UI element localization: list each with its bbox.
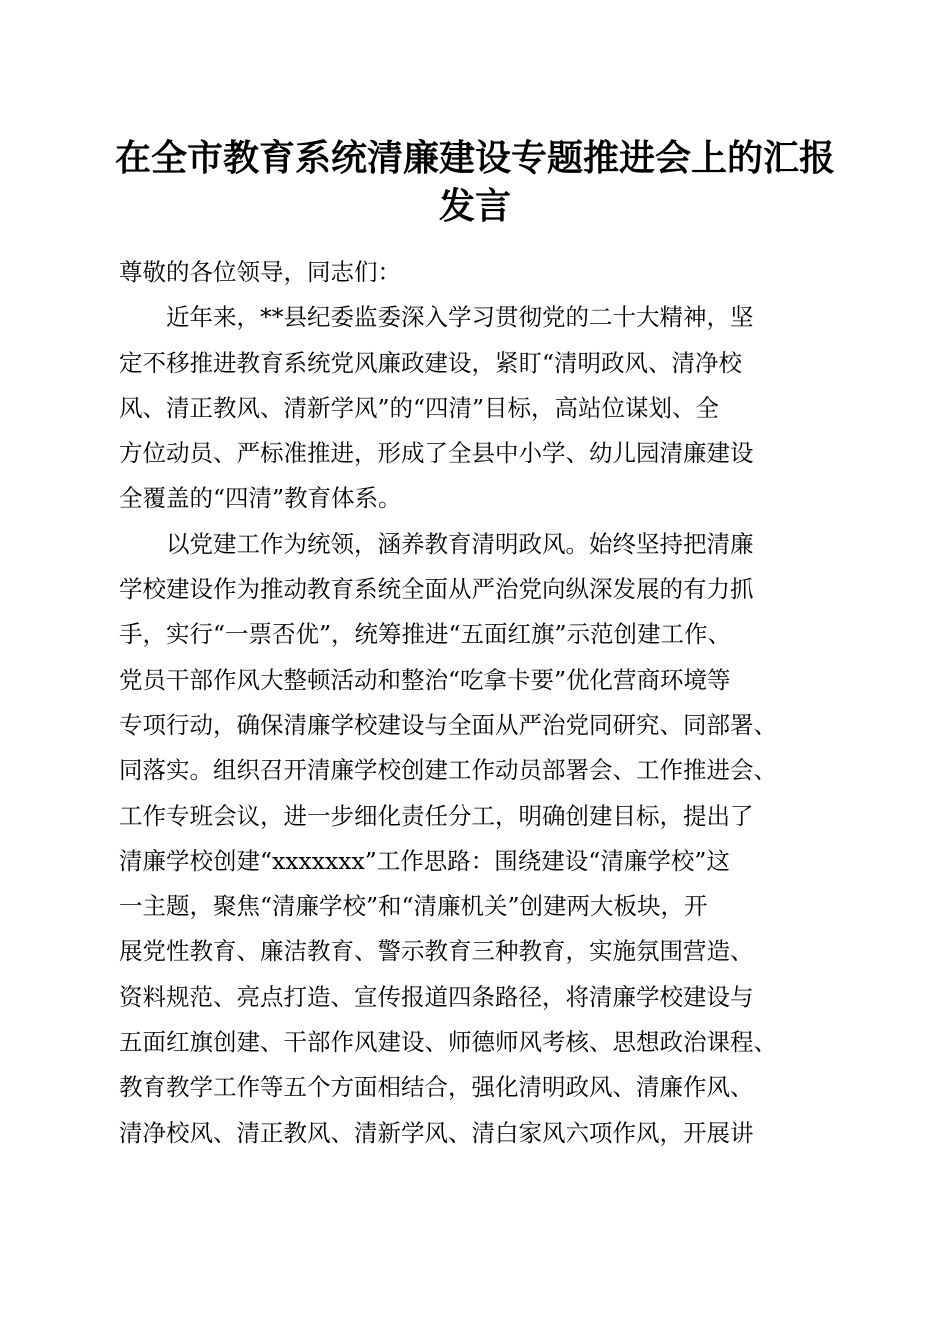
paragraph-line: 清净校风、清正教风、清新学风、清白家风六项作风，开展讲 — [119, 1118, 754, 1147]
document-body — [119, 250, 839, 1156]
paragraph-line: 全覆盖的“四清”教育体系。 — [119, 484, 402, 513]
salutation: 尊敬的各位领导，同志们： — [119, 258, 401, 286]
paragraph-line: 学校建设作为推动教育系统全面从严治党向纵深发展的有力抓 — [119, 575, 754, 604]
paragraph-line: 五面红旗创建、干部作风建设、师德师风考核、思想政治课程、 — [119, 1028, 777, 1057]
paragraph-line: 以党建工作为统领，涵养教育清明政风。始终坚持把清廉 — [166, 529, 754, 558]
paragraph-line: 定不移推进教育系统党风廉政建设，紧盯“清明政风、清净校 — [119, 348, 743, 377]
paragraph-line: 资料规范、亮点打造、宣传报道四条路径，将清廉学校建设与 — [119, 982, 754, 1011]
paragraph-line: 专项行动，确保清廉学校建设与全面从严治党同研究、同部署、 — [119, 710, 777, 739]
document-title — [100, 134, 850, 230]
paragraph-line: 同落实。组织召开清廉学校创建工作动员部署会、工作推进会、 — [119, 756, 777, 785]
paragraph-line: 党员干部作风大整顿活动和整治“吃拿卡要”优化营商环境等 — [119, 665, 731, 694]
title-line-1: 在全市教育系统清廉建设专题推进会上的汇报 — [114, 137, 835, 179]
paragraph-line: 清廉学校创建“xxxxxxx”工作思路：围绕建设“清廉学校”这 — [119, 846, 730, 875]
paragraph-line: 展党性教育、廉洁教育、警示教育三种教育，实施氛围营造、 — [119, 937, 754, 966]
paragraph-line: 近年来，**县纪委监委深入学习贯彻党的二十大精神，坚 — [166, 303, 754, 332]
paragraph-line: 方位动员、严标准推进，形成了全县中小学、幼儿园清廉建设 — [119, 439, 754, 468]
paragraph-line: 手，实行“一票否优”，统筹推进“五面红旗”示范创建工作、 — [119, 620, 732, 649]
paragraph-1 — [119, 295, 839, 521]
title-line-2: 发言 — [438, 185, 511, 227]
paragraph-line: 一主题，聚焦“清廉学校”和“清廉机关”创建两大板块，开 — [119, 892, 708, 921]
paragraph-line: 教育教学工作等五个方面相结合，强化清明政风、清廉作风、 — [119, 1073, 754, 1102]
paragraph-line: 风、清正教风、清新学风”的“四清”目标，高站位谋划、全 — [119, 393, 720, 422]
paragraph-line: 工作专班会议，进一步细化责任分工，明确创建目标，提出了 — [119, 801, 754, 830]
paragraph-2 — [119, 522, 839, 1156]
